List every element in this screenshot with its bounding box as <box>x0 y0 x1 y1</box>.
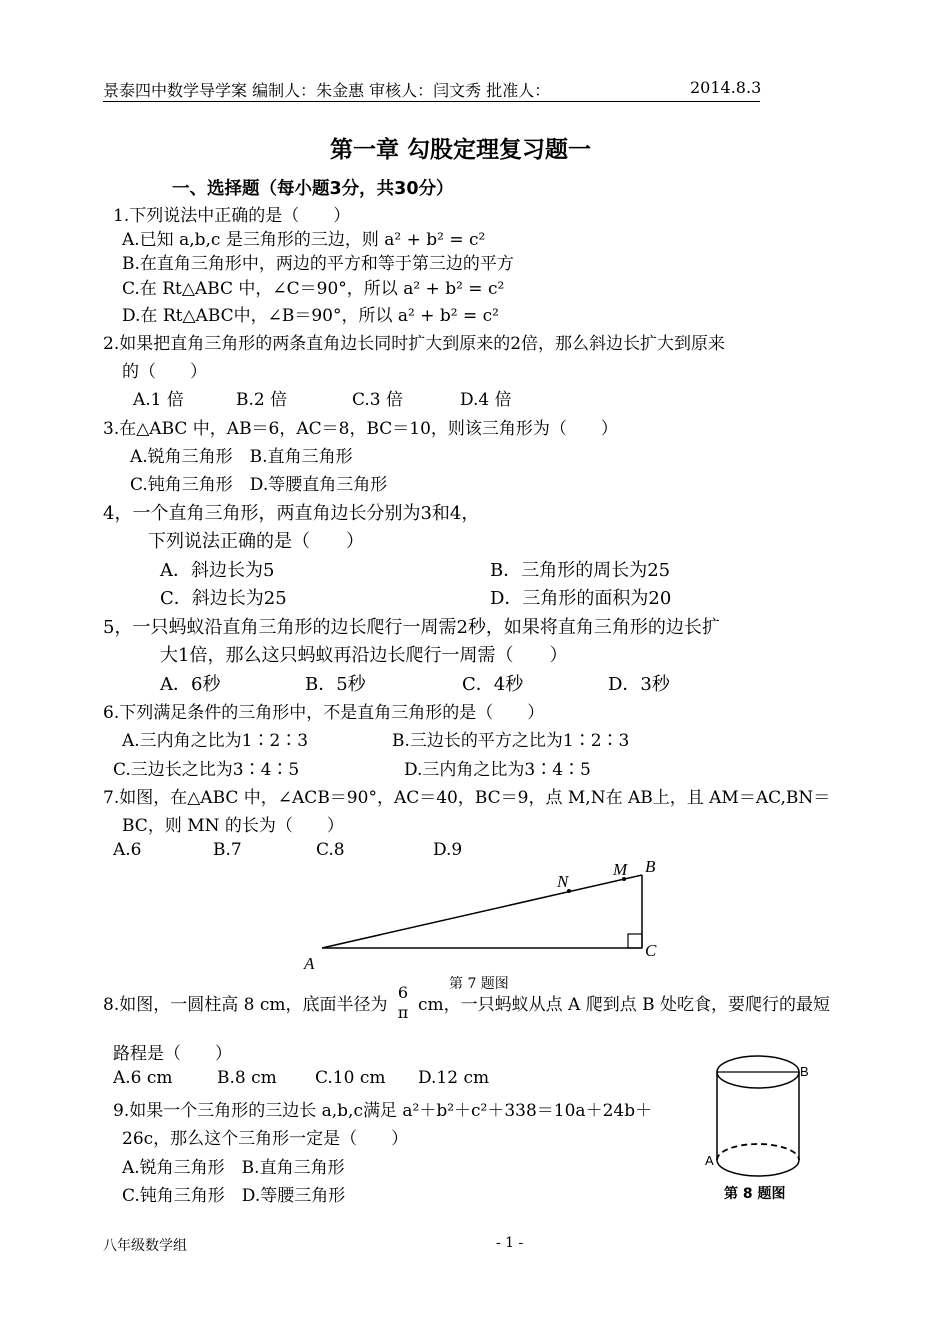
q6-stem: 6.下列满足条件的三角形中，不是直角三角形的是（ ） <box>103 703 545 723</box>
q8-fraction <box>392 983 414 1023</box>
q3-stem: 3.在△ABC 中，AB＝6，AC＝8，BC＝10，则该三角形为（ ） <box>103 419 618 439</box>
q1-option-d: D.在 Rt△ABC中，∠B＝90°，所以 a² + b² = c² <box>122 306 499 326</box>
fig7-label-c: C <box>645 941 657 960</box>
q5-option-d: D．3秒 <box>608 674 670 695</box>
q4-option-b: B．三角形的周长为25 <box>490 560 671 581</box>
q9-stem: 9.如果一个三角形的三边长 a,b,c满足 a²＋b²＋c²＋338＝10a＋24b＋ <box>113 1101 653 1121</box>
q2-stem-cont: 的（ ） <box>122 362 207 382</box>
q4-stem-cont: 下列说法正确的是（ ） <box>148 531 364 552</box>
q7-option-c: C.8 <box>316 840 345 860</box>
fig8-label-a: A <box>705 1153 714 1168</box>
fig7-label-b: B <box>645 857 656 876</box>
fig7-caption: 第 7 题图 <box>449 976 509 992</box>
q4-option-a: A．斜边长为5 <box>160 560 275 581</box>
side-ab <box>322 875 642 948</box>
q8-stem-cont: 路程是（ ） <box>113 1044 232 1064</box>
q9-stem-cont: 26c，那么这个三角形一定是（ ） <box>122 1129 409 1149</box>
q8-fraction-numerator: 6 <box>397 983 409 1002</box>
q2-option-d: D.4 倍 <box>460 390 512 410</box>
q7-option-a: A.6 <box>113 840 142 860</box>
q8-fraction-denominator: π <box>397 1003 409 1022</box>
q5-option-a: A．6秒 <box>160 674 221 695</box>
cylinder-bottom-front <box>717 1160 799 1176</box>
q9-options-cd: C.钝角三角形 D.等腰三角形 <box>122 1186 346 1206</box>
header-date: 2014.8.3 <box>690 78 762 97</box>
q8-option-b: B.8 cm <box>217 1068 277 1088</box>
q1-option-b: B.在直角三角形中，两边的平方和等于第三边的平方 <box>122 254 514 274</box>
q1-option-c: C.在 Rt△ABC 中，∠C＝90°，所以 a² + b² = c² <box>122 279 505 299</box>
q7-option-d: D.9 <box>433 840 463 860</box>
fig7-label-n: N <box>557 872 569 891</box>
q8-option-c: C.10 cm <box>315 1068 386 1088</box>
q7-stem-cont: BC，则 MN 的长为（ ） <box>122 816 344 836</box>
fig7-label-m: M <box>613 860 628 879</box>
q8-option-a: A.6 cm <box>113 1068 173 1088</box>
cylinder-bottom-back <box>717 1144 799 1160</box>
fig7-label-a: A <box>304 954 315 973</box>
q2-option-a: A.1 倍 <box>133 390 184 410</box>
footer-page-number: - 1 - <box>496 1235 524 1251</box>
q4-stem: 4，一个直角三角形，两直角边长分别为3和4， <box>103 503 480 524</box>
q1-option-a: A.已知 a,b,c 是三角形的三边，则 a² + b² = c² <box>122 230 486 250</box>
section-heading: 一、选择题（每小题3分，共30分） <box>172 179 454 199</box>
q8-stem: 8.如图，一圆柱高 8 cm，底面半径为 <box>103 995 388 1015</box>
q5-option-b: B．5秒 <box>305 674 366 695</box>
q9-options-ab: A.锐角三角形 B.直角三角形 <box>122 1158 345 1178</box>
header-rule <box>103 101 760 102</box>
q6-option-b: B.三边长的平方之比为1∶2∶3 <box>392 731 630 751</box>
q4-option-c: C．斜边长为25 <box>160 588 287 609</box>
q5-option-c: C．4秒 <box>462 674 524 695</box>
q1-stem: 1.下列说法中正确的是（ ） <box>113 206 351 226</box>
fig8-label-b: B <box>800 1064 809 1079</box>
q6-option-d: D.三内角之比为3∶4∶5 <box>404 760 591 780</box>
page-title: 第一章 勾股定理复习题一 <box>330 137 592 163</box>
q8-stem-rest: cm，一只蚂蚁从点 A 爬到点 B 处吃食，要爬行的最短 <box>418 995 831 1015</box>
q4-option-d: D．三角形的面积为20 <box>490 588 672 609</box>
right-angle-mark <box>628 934 642 948</box>
q2-option-c: C.3 倍 <box>352 390 404 410</box>
fig8-caption: 第 8 题图 <box>724 1186 786 1202</box>
q5-stem: 5，一只蚂蚁沿直角三角形的边长爬行一周需2秒，如果将直角三角形的边长扩 <box>103 617 720 638</box>
q5-stem-cont: 大1倍，那么这只蚂蚁再沿边长爬行一周需（ ） <box>160 645 568 666</box>
q6-option-a: A.三内角之比为1∶2∶3 <box>122 731 309 751</box>
footer-group: 八年级数学组 <box>103 1238 187 1254</box>
q8-option-d: D.12 cm <box>418 1068 490 1088</box>
q7-stem: 7.如图，在△ABC 中，∠ACB＝90°，AC＝40，BC＝9，点 M,N在 AB上，且 AM＝AC,BN＝ <box>103 788 831 808</box>
q2-stem: 2.如果把直角三角形的两条直角边长同时扩大到原来的2倍，那么斜边长扩大到原来 <box>103 334 726 354</box>
q6-option-c: C.三边长之比为3∶4∶5 <box>113 760 300 780</box>
q7-option-b: B.7 <box>213 840 242 860</box>
q2-option-b: B.2 倍 <box>236 390 288 410</box>
q3-options-ab: A.锐角三角形 B.直角三角形 <box>130 447 353 467</box>
header-text: 景泰四中数学导学案 编制人：朱金惠 审核人：闫文秀 批准人： <box>103 81 551 100</box>
q3-options-cd: C.钝角三角形 D.等腰直角三角形 <box>130 475 388 495</box>
